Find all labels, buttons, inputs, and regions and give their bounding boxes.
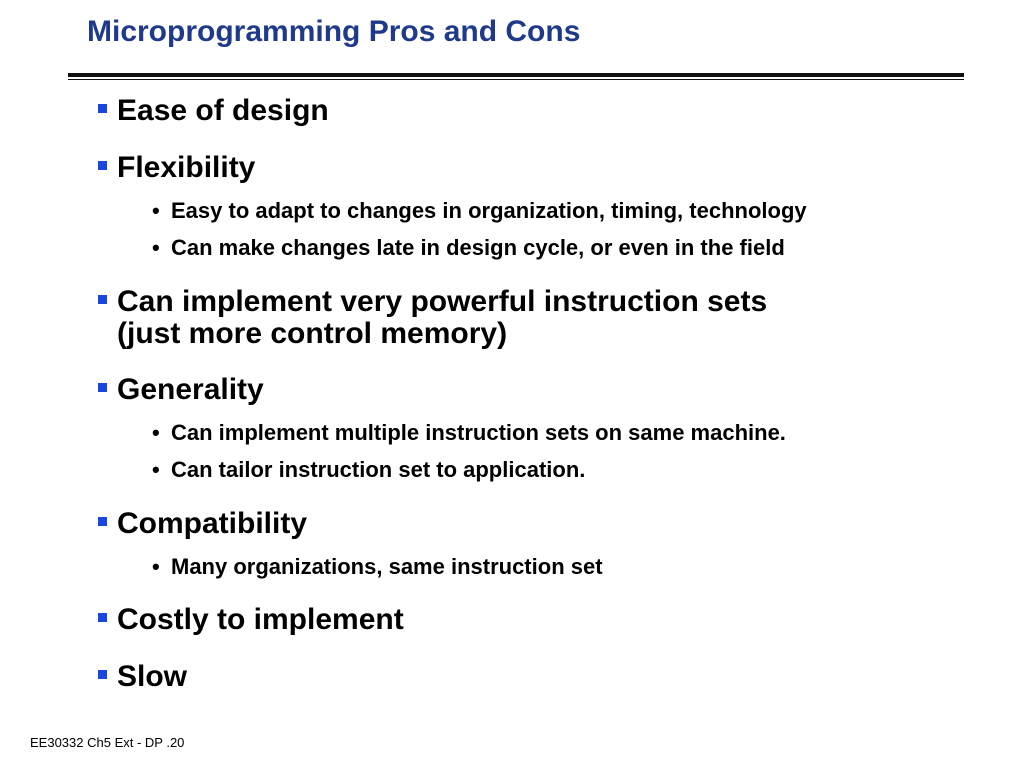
square-bullet-icon xyxy=(98,613,107,622)
bullet-text-line-2: (just more control memory) xyxy=(117,317,508,350)
subbullet-text: Can tailor instruction set to application. xyxy=(171,457,586,482)
slide-title: Microprogramming Pros and Cons xyxy=(87,15,581,48)
bullet-text: Ease of design xyxy=(117,94,329,127)
subbullet-generality-1 xyxy=(152,420,786,446)
dot-bullet-icon: • xyxy=(152,457,160,482)
subbullet-flexibility-1 xyxy=(152,198,807,224)
bullet-flexibility xyxy=(117,152,255,184)
square-bullet-icon xyxy=(98,517,107,526)
subbullet-text: Many organizations, same instruction set xyxy=(171,554,603,579)
square-bullet-icon xyxy=(98,383,107,392)
bullet-text-line-1: Can implement very powerful instruction sets xyxy=(117,285,768,318)
slide-footer: EE30332 Ch5 Ext - DP .20 xyxy=(30,735,185,750)
bullet-text: Costly to implement xyxy=(117,603,404,636)
square-bullet-icon xyxy=(98,295,107,304)
subbullet-text: Can make changes late in design cycle, or even in the field xyxy=(171,235,785,260)
dot-bullet-icon: • xyxy=(152,554,160,579)
subbullet-generality-2 xyxy=(152,457,586,483)
subbullet-text: Can implement multiple instruction sets on same machine. xyxy=(171,420,786,445)
square-bullet-icon xyxy=(98,161,107,170)
subbullet-compatibility-1 xyxy=(152,554,603,580)
dot-bullet-icon: • xyxy=(152,198,160,223)
square-bullet-icon xyxy=(98,670,107,679)
bullet-slow xyxy=(117,661,187,693)
dot-bullet-icon: • xyxy=(152,235,160,260)
bullet-powerful-instruction-sets xyxy=(117,286,767,318)
bullet-text: Compatibility xyxy=(117,507,308,540)
bullet-costly-to-implement xyxy=(117,604,404,636)
square-bullet-icon xyxy=(98,104,107,113)
bullet-ease-of-design xyxy=(117,95,329,127)
bullet-generality xyxy=(117,374,264,406)
subbullet-text: Easy to adapt to changes in organization, timing, technology xyxy=(171,198,807,223)
subbullet-flexibility-2 xyxy=(152,235,785,261)
bullet-text: Generality xyxy=(117,373,264,406)
bullet-compatibility xyxy=(117,508,307,540)
bullet-text: Flexibility xyxy=(117,151,256,184)
dot-bullet-icon: • xyxy=(152,420,160,445)
bullet-powerful-instruction-sets-continuation xyxy=(117,318,507,350)
bullet-text: Slow xyxy=(117,660,188,693)
